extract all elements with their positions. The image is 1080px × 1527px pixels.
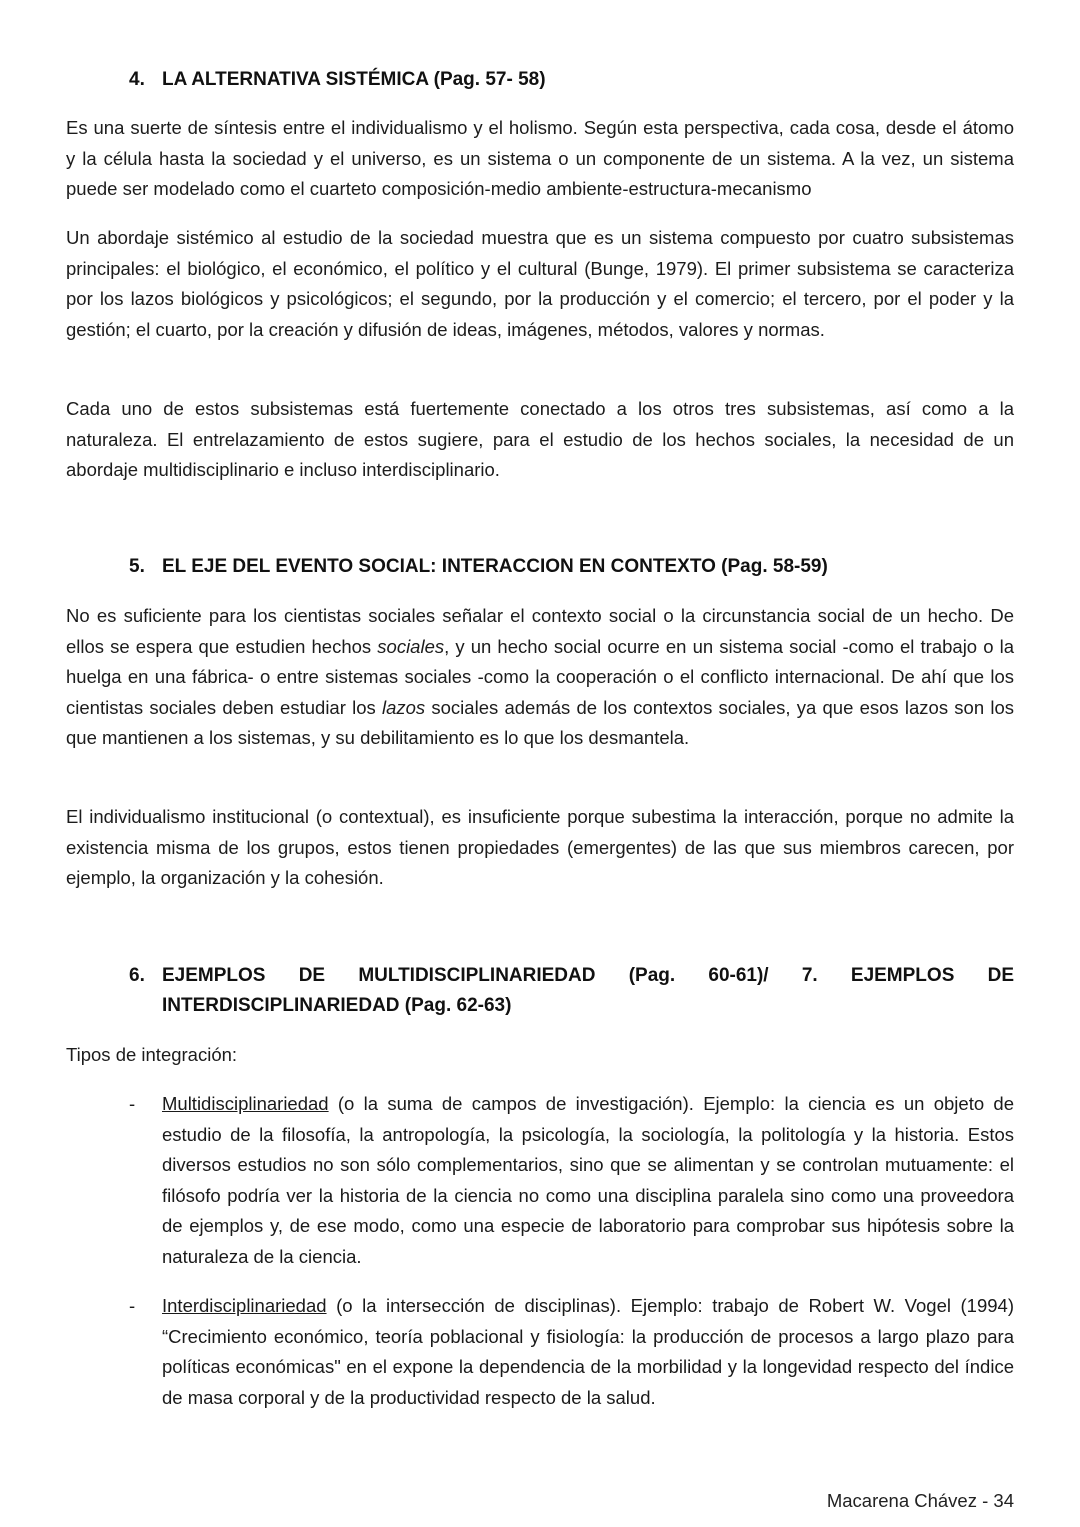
section-4-paragraph-2: Un abordaje sistémico al estudio de la sociedad muestra que es un sistema compuesto por cuatro subsistemas principales: el biológico, el económico, el político y el cultural (Bunge, 1979). El primer subsistema se caracteriza por los lazos biológicos y psicológicos; el segundo, por la producción y el comercio; el tercero, por el poder y la gestión; el cuarto, por la creación y difusión de ideas, imágenes, métodos, valores y normas.: [66, 227, 1014, 340]
section-5-p1-emphasis-sociales: sociales: [377, 635, 445, 657]
section-5-title: EL EJE DEL EVENTO SOCIAL: INTERACCION EN CONTEXTO (Pag. 58-59): [162, 556, 828, 577]
section-5-heading: [129, 552, 1014, 582]
list-item-body: [162, 1089, 1014, 1272]
list-item-text: (o la suma de campos de investigación). Ejemplo: la ciencia es un objeto de estudio de la filosofía, la antropología, la psicología, la sociología, la politología y la historia. Estos diversos estudios no son sólo complementarios, sino que se alimentan y se controlan mutuamente: el filósofo podría ver la historia de la ciencia no como una disciplina paralela sino como una proveedora de ejemplos y, de ese modo, como una especie de laboratorio para comprobar sus hipótesis sobre la naturaleza de la ciencia.: [162, 1093, 1014, 1267]
section-5-p1-part1: No es suficiente para los cientistas sociales señalar el contexto social o la circunstancia social de un hecho. De ellos se espera que estudien hechos: [66, 605, 1014, 657]
bullet-dash: -: [129, 1295, 136, 1316]
bullet-dash: -: [129, 1093, 136, 1114]
section-5-number: 5.: [129, 556, 145, 577]
list-item-text: (o la intersección de disciplinas). Ejemplo: trabajo de Robert W. Vogel (1994) “Crecimiento económico, teoría poblacional y fisiología: la producción de procesos a largo plazo para políticas económicas" en el expone la dependencia de la morbilidad y la longevidad respecto del índice de masa corporal y de la productividad respecto de la salud.: [162, 1295, 1014, 1408]
section-6-number: 6.: [129, 965, 145, 986]
section-4-number: 4.: [129, 69, 145, 90]
section-6-7-title: EJEMPLOS DE MULTIDISCIPLINARIEDAD (Pag. 60-61)/ 7. EJEMPLOS DE INTERDISCIPLINARIEDAD (Pag. 62-63): [162, 965, 1014, 1016]
section-5-p1-part3: sociales además de los contextos sociales, ya que esos lazos son los que mantienen a los sistemas, y su debilitamiento es lo que los desmantela.: [66, 696, 1014, 748]
list-item-body: [162, 1291, 1014, 1413]
section-5-paragraph-2: El individualismo institucional (o contextual), es insuficiente porque subestima la interacción, porque no admite la existencia misma de los grupos, estos tienen propiedades (emergentes) de las que sus miembros carecen, por ejemplo, la organización y la cohesión.: [66, 806, 1014, 888]
section-4-paragraph-3: Cada uno de estos subsistemas está fuertemente conectado a los otros tres subsistemas, así como a la naturaleza. El entrelazamiento de estos sugiere, para el estudio de los hechos sociales, la necesidad de un abordaje multidisciplinario e incluso interdisciplinario.: [66, 398, 1014, 480]
section-4-heading: [129, 65, 1014, 95]
term-interdisciplinariedad: Interdisciplinariedad: [162, 1295, 327, 1316]
section-4-title: LA ALTERNATIVA SISTÉMICA (Pag. 57- 58): [162, 69, 546, 90]
section-4-paragraph-1: Es una suerte de síntesis entre el individualismo y el holismo. Según esta perspectiva, cada cosa, desde el átomo y la célula hasta la sociedad y el universo, es un sistema o un componente de un sistema. A la vez, un sistema puede ser modelado como el cuarteto composición-medio ambiente-estructura-mecanismo: [66, 117, 1014, 199]
term-multidisciplinariedad: Multidisciplinariedad: [162, 1093, 329, 1114]
list-item-multidisciplinariedad: [129, 1089, 1014, 1272]
section-5-p1-part2: , y un hecho social ocurre en un sistema social -como el trabajo o la huelga en una fábrica- o entre sistemas sociales -como la cooperación o el conflicto internacional. De ahí que los cientistas sociales deben estudiar los: [66, 635, 1014, 718]
section-6-7-heading: [129, 961, 1014, 1021]
list-item-interdisciplinariedad: [129, 1291, 1014, 1413]
integration-types-intro: Tipos de integración:: [66, 1044, 238, 1065]
section-5-p1-emphasis-lazos: lazos: [381, 696, 426, 718]
section-5-paragraph-1: [66, 601, 1014, 754]
page-footer: Macarena Chávez - 34: [826, 1490, 1014, 1511]
